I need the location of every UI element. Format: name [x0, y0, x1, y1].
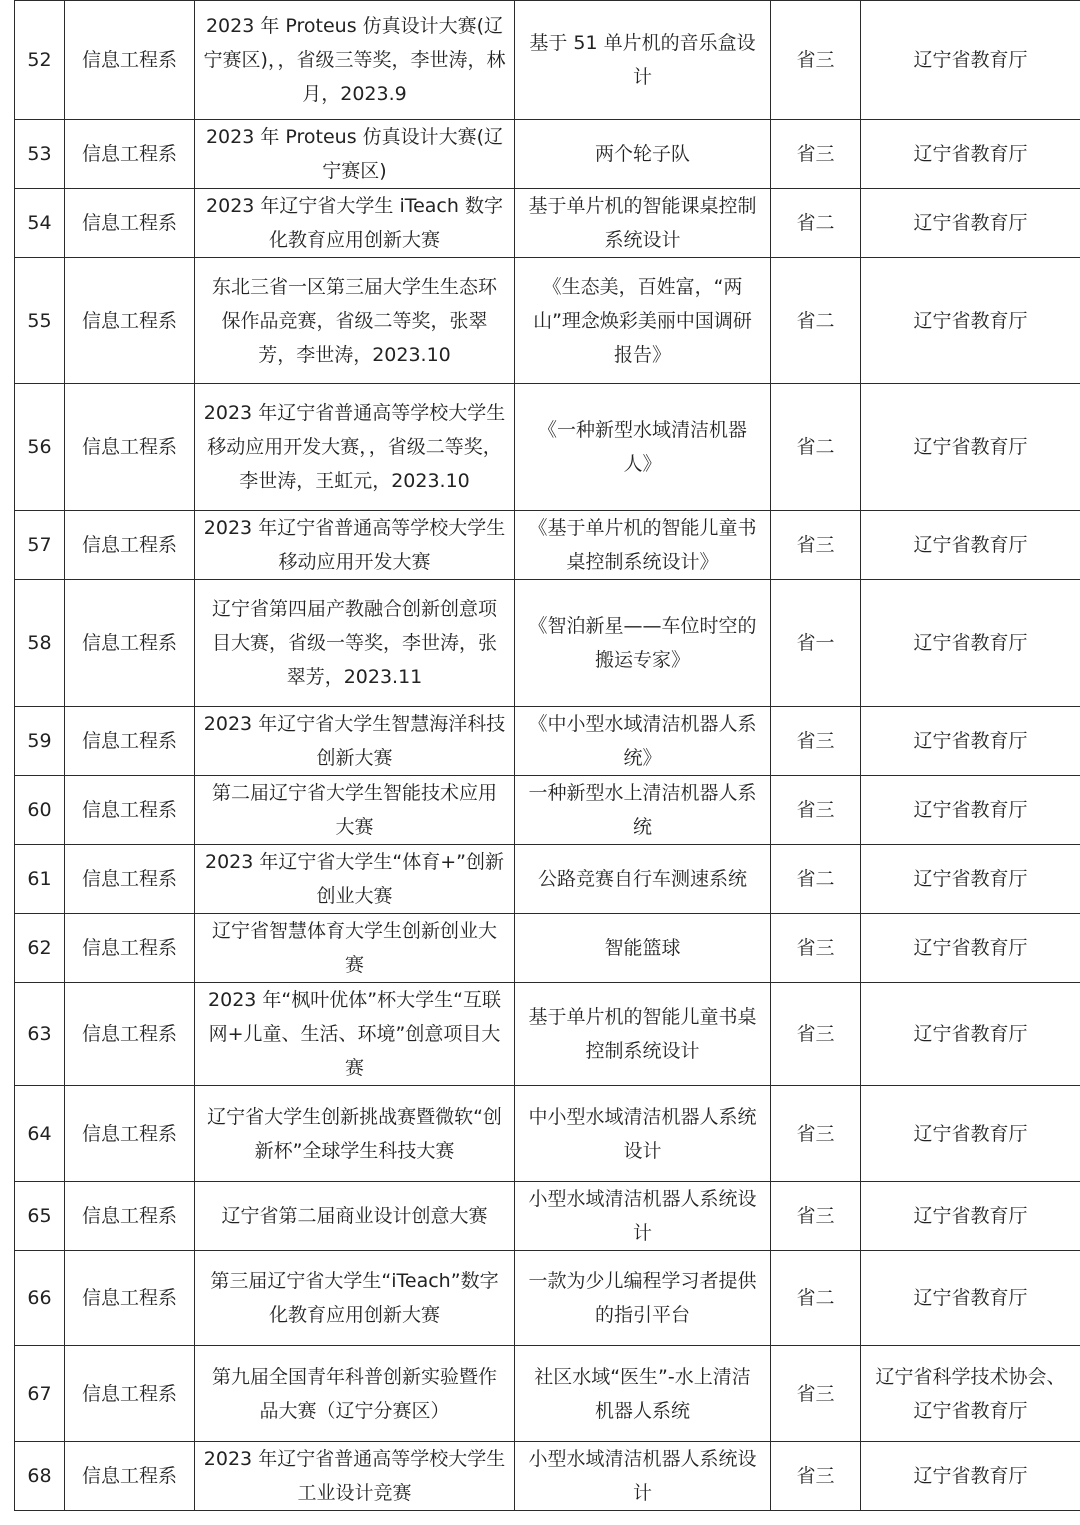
table-row [15, 384, 1080, 511]
project-name-cell: 《生态美，百姓富，“两山”理念焕彩美丽中国调研报告》 [515, 258, 771, 384]
project-name-cell: 基于单片机的智能儿童书桌控制系统设计 [515, 983, 771, 1086]
competition-name-cell: 2023 年辽宁省大学生智慧海洋科技创新大赛 [195, 707, 515, 776]
table-row [15, 707, 1080, 776]
issuing-authority-cell: 辽宁省教育厅 [861, 120, 1080, 189]
issuing-authority-cell: 辽宁省教育厅 [861, 384, 1080, 511]
table-row [15, 845, 1080, 914]
table-row [15, 1182, 1080, 1251]
award-level-cell: 省二 [771, 845, 861, 914]
project-name-cell: 两个轮子队 [515, 120, 771, 189]
competition-name-cell: 第九届全国青年科普创新实验暨作品大赛（辽宁分赛区） [195, 1346, 515, 1442]
table-row [15, 120, 1080, 189]
table-row [15, 511, 1080, 580]
table-row [15, 914, 1080, 983]
issuing-authority-cell: 辽宁省教育厅 [861, 914, 1080, 983]
issuing-authority-cell: 辽宁省教育厅 [861, 845, 1080, 914]
row-number-cell: 52 [15, 1, 65, 120]
award-level-cell: 省三 [771, 511, 861, 580]
issuing-authority-cell: 辽宁省教育厅 [861, 707, 1080, 776]
department-cell: 信息工程系 [65, 120, 195, 189]
row-number-cell: 63 [15, 983, 65, 1086]
issuing-authority-cell: 辽宁省教育厅 [861, 511, 1080, 580]
competition-name-cell: 辽宁省第二届商业设计创意大赛 [195, 1182, 515, 1251]
competition-name-cell: 东北三省一区第三届大学生生态环保作品竞赛，省级二等奖，张翠芳，李世涛，2023.10 [195, 258, 515, 384]
award-level-cell: 省三 [771, 1182, 861, 1251]
competition-name-cell: 2023 年辽宁省普通高等学校大学生移动应用开发大赛，，省级二等奖，李世涛，王虹元，2023.10 [195, 384, 515, 511]
row-number-cell: 66 [15, 1251, 65, 1346]
department-cell: 信息工程系 [65, 1, 195, 120]
project-name-cell: 一种新型水上清洁机器人系统 [515, 776, 771, 845]
award-level-cell: 省二 [771, 189, 861, 258]
issuing-authority-cell: 辽宁省教育厅 [861, 258, 1080, 384]
project-name-cell: 一款为少儿编程学习者提供的指引平台 [515, 1251, 771, 1346]
department-cell: 信息工程系 [65, 258, 195, 384]
award-level-cell: 省二 [771, 1251, 861, 1346]
department-cell: 信息工程系 [65, 511, 195, 580]
competition-name-cell: 2023 年辽宁省大学生 iTeach 数字化教育应用创新大赛 [195, 189, 515, 258]
row-number-cell: 54 [15, 189, 65, 258]
issuing-authority-cell: 辽宁省科学技术协会、辽宁省教育厅 [861, 1346, 1080, 1442]
award-level-cell: 省三 [771, 776, 861, 845]
department-cell: 信息工程系 [65, 776, 195, 845]
issuing-authority-cell: 辽宁省教育厅 [861, 189, 1080, 258]
issuing-authority-cell: 辽宁省教育厅 [861, 1442, 1080, 1511]
competition-name-cell: 2023 年辽宁省大学生“体育+”创新创业大赛 [195, 845, 515, 914]
row-number-cell: 65 [15, 1182, 65, 1251]
row-number-cell: 53 [15, 120, 65, 189]
issuing-authority-cell: 辽宁省教育厅 [861, 983, 1080, 1086]
project-name-cell: 中小型水域清洁机器人系统设计 [515, 1086, 771, 1182]
table-row [15, 258, 1080, 384]
department-cell: 信息工程系 [65, 1251, 195, 1346]
project-name-cell: 《基于单片机的智能儿童书桌控制系统设计》 [515, 511, 771, 580]
row-number-cell: 60 [15, 776, 65, 845]
award-level-cell: 省一 [771, 580, 861, 707]
department-cell: 信息工程系 [65, 1346, 195, 1442]
competition-name-cell: 辽宁省智慧体育大学生创新创业大赛 [195, 914, 515, 983]
competition-name-cell: 辽宁省大学生创新挑战赛暨微软“创新杯”全球学生科技大赛 [195, 1086, 515, 1182]
issuing-authority-cell: 辽宁省教育厅 [861, 1, 1080, 120]
table-row [15, 776, 1080, 845]
project-name-cell: 《一种新型水域清洁机器人》 [515, 384, 771, 511]
project-name-cell: 公路竞赛自行车测速系统 [515, 845, 771, 914]
row-number-cell: 57 [15, 511, 65, 580]
row-number-cell: 64 [15, 1086, 65, 1182]
table-row [15, 983, 1080, 1086]
table-body [15, 1, 1080, 1511]
department-cell: 信息工程系 [65, 914, 195, 983]
project-name-cell: 社区水域“医生”-水上清洁机器人系统 [515, 1346, 771, 1442]
table-row [15, 189, 1080, 258]
row-number-cell: 56 [15, 384, 65, 511]
table-row [15, 580, 1080, 707]
project-name-cell: 小型水域清洁机器人系统设计 [515, 1182, 771, 1251]
department-cell: 信息工程系 [65, 1086, 195, 1182]
row-number-cell: 62 [15, 914, 65, 983]
competition-name-cell: 第二届辽宁省大学生智能技术应用大赛 [195, 776, 515, 845]
row-number-cell: 68 [15, 1442, 65, 1511]
row-number-cell: 55 [15, 258, 65, 384]
award-level-cell: 省三 [771, 914, 861, 983]
table-row [15, 1346, 1080, 1442]
award-level-cell: 省三 [771, 1442, 861, 1511]
competition-name-cell: 第三届辽宁省大学生“iTeach”数字化教育应用创新大赛 [195, 1251, 515, 1346]
department-cell: 信息工程系 [65, 189, 195, 258]
row-number-cell: 61 [15, 845, 65, 914]
department-cell: 信息工程系 [65, 983, 195, 1086]
issuing-authority-cell: 辽宁省教育厅 [861, 1086, 1080, 1182]
project-name-cell: 智能篮球 [515, 914, 771, 983]
competition-name-cell: 2023 年辽宁省普通高等学校大学生移动应用开发大赛 [195, 511, 515, 580]
project-name-cell: 《智泊新星——车位时空的搬运专家》 [515, 580, 771, 707]
table-row [15, 1, 1080, 120]
department-cell: 信息工程系 [65, 707, 195, 776]
competition-name-cell: 2023 年“枫叶优体”杯大学生“互联网+儿童、生活、环境”创意项目大赛 [195, 983, 515, 1086]
project-name-cell: 基于 51 单片机的音乐盒设计 [515, 1, 771, 120]
row-number-cell: 58 [15, 580, 65, 707]
row-number-cell: 59 [15, 707, 65, 776]
award-level-cell: 省二 [771, 258, 861, 384]
department-cell: 信息工程系 [65, 580, 195, 707]
department-cell: 信息工程系 [65, 845, 195, 914]
award-level-cell: 省三 [771, 983, 861, 1086]
award-level-cell: 省三 [771, 1, 861, 120]
project-name-cell: 《中小型水域清洁机器人系统》 [515, 707, 771, 776]
department-cell: 信息工程系 [65, 384, 195, 511]
issuing-authority-cell: 辽宁省教育厅 [861, 1251, 1080, 1346]
award-table [14, 0, 1080, 1511]
table-row [15, 1251, 1080, 1346]
project-name-cell: 小型水域清洁机器人系统设计 [515, 1442, 771, 1511]
table-row [15, 1086, 1080, 1182]
award-level-cell: 省二 [771, 384, 861, 511]
issuing-authority-cell: 辽宁省教育厅 [861, 1182, 1080, 1251]
issuing-authority-cell: 辽宁省教育厅 [861, 776, 1080, 845]
award-level-cell: 省三 [771, 1086, 861, 1182]
competition-name-cell: 2023 年 Proteus 仿真设计大赛(辽宁赛区) [195, 120, 515, 189]
table-row [15, 1442, 1080, 1511]
competition-name-cell: 2023 年 Proteus 仿真设计大赛(辽宁赛区)，，省级三等奖，李世涛，林月，2023.9 [195, 1, 515, 120]
row-number-cell: 67 [15, 1346, 65, 1442]
competition-name-cell: 2023 年辽宁省普通高等学校大学生工业设计竞赛 [195, 1442, 515, 1511]
award-level-cell: 省三 [771, 1346, 861, 1442]
award-level-cell: 省三 [771, 120, 861, 189]
competition-name-cell: 辽宁省第四届产教融合创新创意项目大赛，省级一等奖，李世涛，张翠芳，2023.11 [195, 580, 515, 707]
department-cell: 信息工程系 [65, 1442, 195, 1511]
department-cell: 信息工程系 [65, 1182, 195, 1251]
project-name-cell: 基于单片机的智能课桌控制系统设计 [515, 189, 771, 258]
award-level-cell: 省三 [771, 707, 861, 776]
issuing-authority-cell: 辽宁省教育厅 [861, 580, 1080, 707]
